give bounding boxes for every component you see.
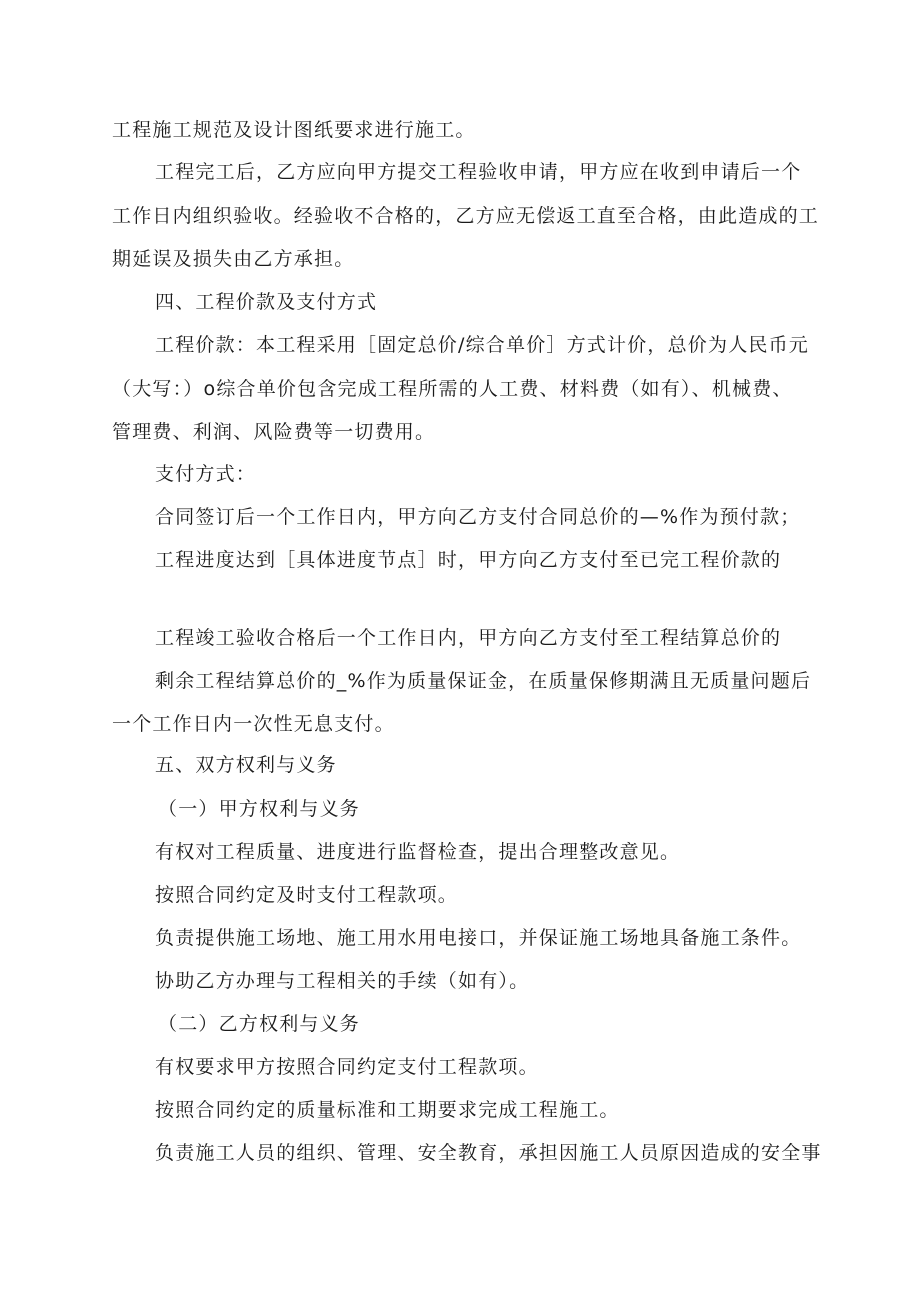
section-heading: 四、工程价款及支付方式 bbox=[155, 291, 378, 313]
text-line: 期延误及损失由乙方承担。 bbox=[112, 248, 355, 270]
text-line: 协助乙方办理与工程相关的手续（如有）。 bbox=[155, 970, 530, 992]
text-line: 有权对工程质量、进度进行监督检查，提出合理整改意见。 bbox=[155, 841, 681, 863]
text-line: 工程价款：本工程采用［固定总价/综合单价］方式计价，总价为人民币元 bbox=[155, 334, 810, 356]
subsection-heading: （二）乙方权利与义务 bbox=[158, 1013, 361, 1035]
text-line: 工程竣工验收合格后一个工作日内，甲方向乙方支付至工程结算总价的 bbox=[155, 627, 782, 649]
section-heading: 五、双方权利与义务 bbox=[155, 754, 337, 776]
text-line: 剩余工程结算总价的_%作为质量保证金，在质量保修期满且无质量问题后 bbox=[155, 670, 812, 692]
text-line: 合同签订后一个工作日内，甲方向乙方支付合同总价的—%作为预付款； bbox=[155, 506, 801, 528]
text-line: 按照合同约定及时支付工程款项。 bbox=[155, 884, 459, 906]
text-line: 工程完工后，乙方应向甲方提交工程验收申请，甲方应在收到申请后一个 bbox=[155, 161, 802, 183]
text-line: 工程施工规范及设计图纸要求进行施工。 bbox=[112, 119, 476, 141]
text-line: 按照合同约定的质量标准和工期要求完成工程施工。 bbox=[155, 1099, 620, 1121]
text-line: 负责施工人员的组织、管理、安全教育，承担因施工人员原因造成的安全事 bbox=[155, 1142, 822, 1164]
text-line: 管理费、利润、风险费等一切费用。 bbox=[112, 421, 436, 443]
text-line: 负责提供施工场地、施工用水用电接口，并保证施工场地具备施工条件。 bbox=[155, 927, 802, 949]
text-line: 一个工作日内一次性无息支付。 bbox=[112, 713, 395, 735]
text-line: （大写：）o综合单价包含完成工程所需的人工费、材料费（如有）、机械费、 bbox=[112, 378, 793, 400]
text-line: 工程进度达到［具体进度节点］时，甲方向乙方支付至已完工程价款的 bbox=[155, 549, 782, 571]
text-line: 有权要求甲方按照合同约定支付工程款项。 bbox=[155, 1056, 539, 1078]
text-line: 工作日内组织验收。经验收不合格的，乙方应无偿返工直至合格，由此造成的工 bbox=[112, 205, 820, 227]
subsection-heading: （一）甲方权利与义务 bbox=[158, 798, 361, 820]
text-line: 支付方式： bbox=[155, 463, 257, 485]
